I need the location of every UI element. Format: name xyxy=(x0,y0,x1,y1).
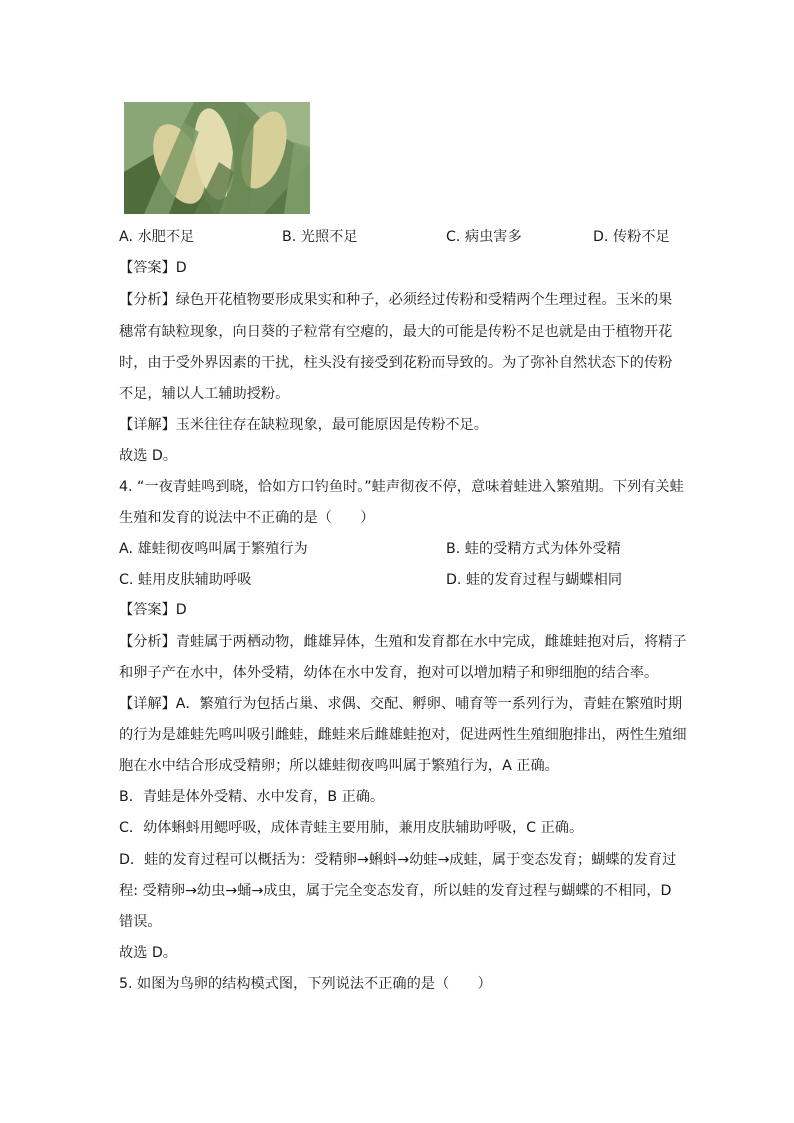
q4-detail-line-7: 程: 受精卵→幼虫→蛹→成虫，属于完全变态发育，所以蛙的发育过程与蝴蝶的不相同，D xyxy=(119,883,672,899)
corn-photo-drawing xyxy=(124,102,310,214)
q3-answer: 【答案】D xyxy=(119,260,187,276)
q5-stem: 5. 如图为鸟卵的结构模式图，下列说法不正确的是（ ） xyxy=(119,976,492,992)
q3-option-d: D. 传粉不足 xyxy=(593,229,670,245)
q3-analysis-line-3: 时，由于受外界因素的干扰，柱头没有接受到花粉而导致的。为了弥补自然状态下的传粉 xyxy=(119,355,673,371)
q4-detail-line-2: 的行为是雄蛙先鸣叫吸引雌蛙，雌蛙来后雌雄蛙抱对，促进两性生殖细胞排出，两性生殖细 xyxy=(119,727,687,743)
q4-analysis-line-2: 和卵子产在水中，体外受精，幼体在水中发育，抱对可以增加精子和卵细胞的结合率。 xyxy=(119,665,659,681)
q3-option-a: A. 水肥不足 xyxy=(119,229,195,245)
q4-option-a: A. 雄蛙彻夜鸣叫属于繁殖行为 xyxy=(119,541,308,557)
q4-detail-line-4: B．青蛙是体外受精、水中发育，B 正确。 xyxy=(119,789,385,805)
q4-stem-line-2: 生殖和发育的说法中不正确的是（ ） xyxy=(119,510,375,526)
q3-option-c: C. 病虫害多 xyxy=(446,229,522,245)
q3-conclusion: 故选 D。 xyxy=(119,448,177,464)
q4-detail-line-3: 胞在水中结合形成受精卵；所以雄蛙彻夜鸣叫属于繁殖行为，A 正确。 xyxy=(119,758,559,774)
q4-detail-line-8: 错误。 xyxy=(119,914,162,930)
q3-option-b: B. 光照不足 xyxy=(282,229,358,245)
q3-analysis-line-2: 穗常有缺粒现象，向日葵的子粒常有空瘪的，最大的可能是传粉不足也就是由于植物开花 xyxy=(119,324,673,340)
q4-option-b: B. 蛙的受精方式为体外受精 xyxy=(446,541,621,557)
q4-detail-line-6: D．蛙的发育过程可以概括为：受精卵→蝌蚪→幼蛙→成蛙，属于变态发育；蝴蝶的发育过 xyxy=(119,852,677,868)
corn-photo xyxy=(124,102,310,214)
q3-analysis-line-1: 【分析】绿色开花植物要形成果实和种子，必须经过传粉和受精两个生理过程。玉米的果 xyxy=(119,292,673,308)
q4-conclusion: 故选 D。 xyxy=(119,945,177,961)
q4-stem-line-1: 4. “一夜青蛙鸣到晓，恰如方口钓鱼时。”蛙声彻夜不停，意味着蛙进入繁殖期。下列有关蛙 xyxy=(119,479,684,495)
q4-option-c: C. 蛙用皮肤辅助呼吸 xyxy=(119,572,252,588)
q4-option-d: D. 蛙的发育过程与蝴蝶相同 xyxy=(446,572,623,588)
q4-detail-line-1: 【详解】A．繁殖行为包括占巢、求偶、交配、孵卵、哺育等一系列行为，青蛙在繁殖时期 xyxy=(119,696,683,712)
q3-analysis-line-4: 不足，辅以人工辅助授粉。 xyxy=(119,386,290,402)
q4-detail-line-5: C．幼体蝌蚪用鳃呼吸，成体青蛙主要用肺，兼用皮肤辅助呼吸，C 正确。 xyxy=(119,820,584,836)
q4-analysis-line-1: 【分析】青蛙属于两栖动物，雌雄异体，生殖和发育都在水中完成，雌雄蛙抱对后，将精子 xyxy=(119,634,687,650)
q4-answer: 【答案】D xyxy=(119,602,187,618)
q3-detail: 【详解】玉米往往存在缺粒现象，最可能原因是传粉不足。 xyxy=(119,417,488,433)
